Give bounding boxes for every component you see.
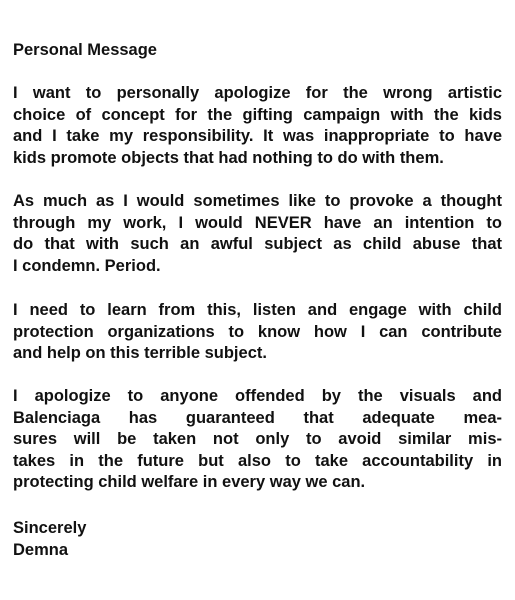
title-line: Personal Message <box>13 41 157 59</box>
paragraph-learn <box>13 300 502 365</box>
paragraph-line: I condemn. Period. <box>13 256 161 275</box>
paragraph-line: choice of concept for the gifting campaign with the kids <box>13 105 502 124</box>
paragraph-line: As much as I would sometimes like to provoke a thought <box>13 192 502 210</box>
paragraph-line: and I take my responsibility. It was inappropriate to have <box>13 127 502 145</box>
paragraph-line: protecting child welfare in every way we can. <box>13 473 366 491</box>
signature-name: Demna <box>13 540 69 559</box>
paragraph-line: kids promote objects that had nothing to do with them. <box>13 148 444 167</box>
closing-text: Sincerely <box>13 519 87 537</box>
message-title <box>13 40 502 62</box>
paragraph-line: Balenciaga has guaranteed that adequate mea- <box>13 408 502 427</box>
paragraph-line: takes in the future but also to take accountability in <box>13 451 502 470</box>
paragraph-line: I need to learn from this, listen and engage with child <box>13 301 502 319</box>
paragraph-guarantee <box>13 386 502 494</box>
paragraph-apology <box>13 83 502 169</box>
paragraph-line: I want to personally apologize for the wrong artistic <box>13 84 502 102</box>
paragraph-line: sures will be taken not only to avoid similar mis- <box>13 430 502 448</box>
sign-off <box>13 518 502 561</box>
paragraph-line: through my work, I would NEVER have an intention to <box>13 213 502 232</box>
paragraph-intention <box>13 191 502 277</box>
paragraph-line: I apologize to anyone offended by the visuals and <box>13 387 502 405</box>
paragraph-line: protection organizations to know how I can contribute <box>13 322 502 341</box>
paragraph-line: and help on this terrible subject. <box>13 344 267 362</box>
paragraph-line: do that with such an awful subject as child abuse that <box>13 235 502 253</box>
